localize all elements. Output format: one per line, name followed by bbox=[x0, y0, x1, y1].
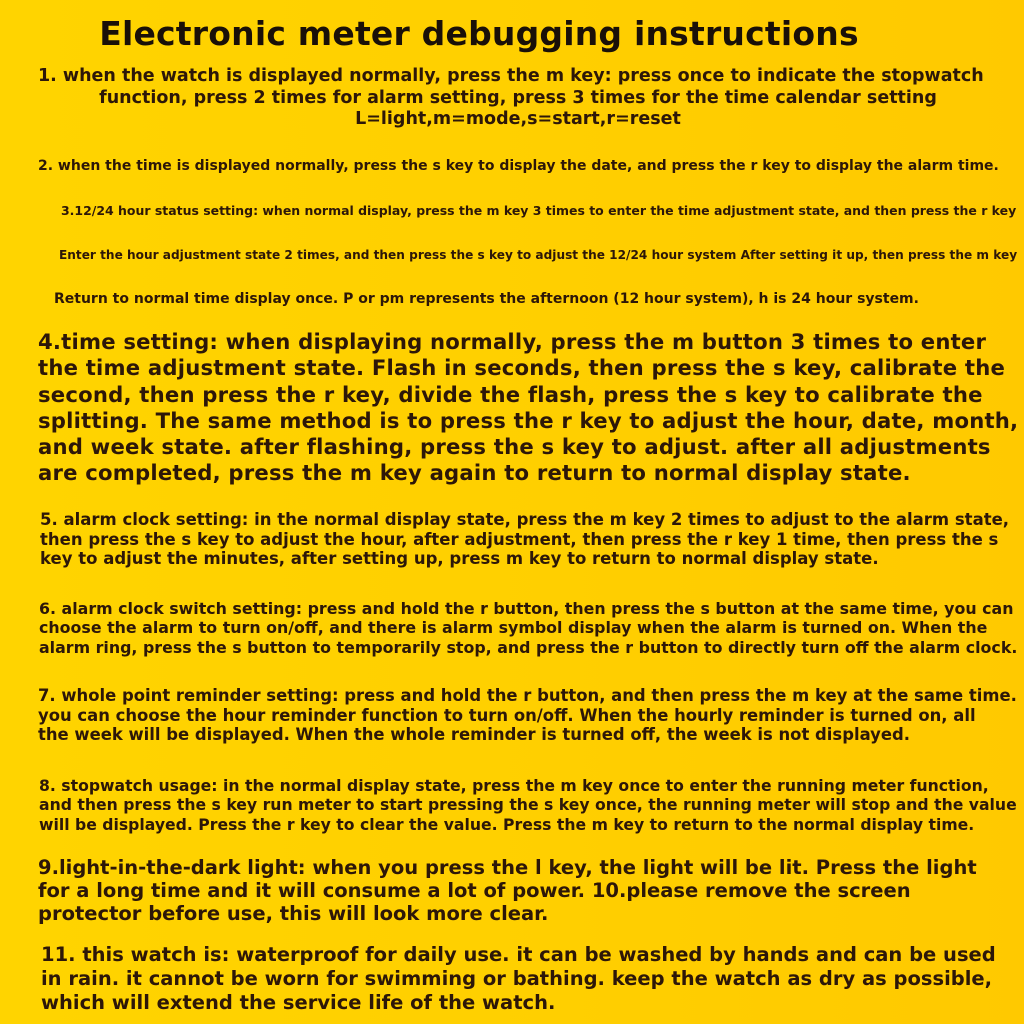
section-9-line-2: for a long time and it will consume a lot of power. 10.please remove the screen bbox=[38, 879, 911, 902]
section-9-line-3: protector before use, this will look more clear. bbox=[38, 902, 549, 925]
section-8-line-2: and then press the s key run meter to start pressing the s key once, the running meter will stop and the value bbox=[39, 795, 1017, 815]
section-5-line-3: key to adjust the minutes, after setting up, press m key to return to normal display state. bbox=[40, 549, 879, 568]
section-7-hourly-reminder bbox=[38, 686, 1017, 745]
section-11-line-3: which will extend the service life of the watch. bbox=[41, 991, 556, 1014]
page-title: Electronic meter debugging instructions bbox=[99, 14, 859, 53]
section-9-line-1: 9.light-in-the-dark light: when you press the l key, the light will be lit. Press the light bbox=[38, 856, 977, 879]
section-8-line-1: 8. stopwatch usage: in the normal display state, press the m key once to enter the running meter function, bbox=[39, 776, 989, 795]
section-6-line-1: 6. alarm clock switch setting: press and hold the r button, then press the s button at the same time, you can bbox=[39, 599, 1014, 618]
section-4-line-4: splitting. The same method is to press the r key to adjust the hour, date, month, bbox=[38, 407, 1019, 433]
section-4-line-5: and week state. after flashing, press the s key to adjust. after all adjustments bbox=[38, 434, 991, 460]
section-3-hour-format-line-2 bbox=[59, 247, 1017, 263]
section-3-line-3: Return to normal time display once. P or pm represents the afternoon (12 hour system), h is 24 hour system. bbox=[54, 291, 919, 307]
section-3-line-2: Enter the hour adjustment state 2 times, and then press the s key to adjust the 12/24 hour system After setting it up, then press the m key bbox=[59, 248, 1018, 262]
section-11-waterproof bbox=[41, 943, 996, 1015]
section-7-line-1: 7. whole point reminder setting: press and hold the r button, and then press the m key at the same time. bbox=[38, 686, 1017, 705]
section-2-line-1: 2. when the time is displayed normally, press the s key to display the date, and press the r key to display the alarm time. bbox=[38, 158, 999, 174]
section-4-line-6: are completed, press the m key again to return to normal display state. bbox=[38, 460, 911, 486]
section-4-line-2: the time adjustment state. Flash in seconds, then press the s key, calibrate the bbox=[38, 355, 1006, 381]
section-3-hour-format-line-1 bbox=[61, 203, 1016, 219]
section-8-stopwatch bbox=[39, 776, 1017, 834]
section-6-alarm-switch bbox=[39, 599, 1017, 657]
section-4-line-3: second, then press the r key, divide the flash, press the s key to calibrate the bbox=[38, 381, 983, 407]
section-3-hour-format-line-3 bbox=[54, 290, 919, 308]
section-8-line-3: will be displayed. Press the r key to clear the value. Press the m key to return to the normal display time. bbox=[39, 814, 975, 834]
section-7-line-3: the week will be displayed. When the whole reminder is turned off, the week is not displayed. bbox=[38, 725, 910, 744]
section-1-mode-key bbox=[38, 66, 998, 131]
section-4-line-1: 4.time setting: when displaying normally, press the m button 3 times to enter bbox=[38, 329, 987, 354]
section-6-line-3: alarm ring, press the s button to temporarily stop, and press the r button to directly turn off the alarm clock. bbox=[39, 637, 1018, 657]
section-3-line-1: 3.12/24 hour status setting: when normal display, press the m key 3 times to enter the time adjustment state, and then press the r key bbox=[61, 203, 1017, 218]
section-4-time-setting bbox=[38, 329, 1018, 487]
section-5-line-2: then press the s key to adjust the hour, after adjustment, then press the r key 1 time, then press the s bbox=[40, 529, 999, 549]
section-1-line-1: 1. when the watch is displayed normally, press the m key: press once to indicate the stopwatch bbox=[38, 66, 984, 86]
section-6-line-2: choose the alarm to turn on/off, and there is alarm symbol display when the alarm is turned on. When the bbox=[39, 618, 988, 638]
section-1-key-legend: L=light,m=mode,s=start,r=reset bbox=[355, 109, 681, 129]
section-7-line-2: you can choose the hour reminder function to turn on/off. When the hourly reminder is turned on, all bbox=[38, 705, 976, 725]
section-9-backlight bbox=[38, 856, 977, 925]
section-5-line-1: 5. alarm clock setting: in the normal display state, press the m key 2 times to adjust to the alarm state, bbox=[40, 510, 1010, 529]
section-2-date-display bbox=[38, 157, 999, 175]
section-11-line-2: in rain. it cannot be worn for swimming or bathing. keep the watch as dry as possible, bbox=[41, 967, 993, 990]
section-5-alarm-setting bbox=[40, 510, 1009, 569]
section-1-line-2: function, press 2 times for alarm setting, press 3 times for the time calendar setting bbox=[99, 87, 937, 108]
section-11-line-1: 11. this watch is: waterproof for daily use. it can be washed by hands and can be used bbox=[41, 943, 996, 966]
